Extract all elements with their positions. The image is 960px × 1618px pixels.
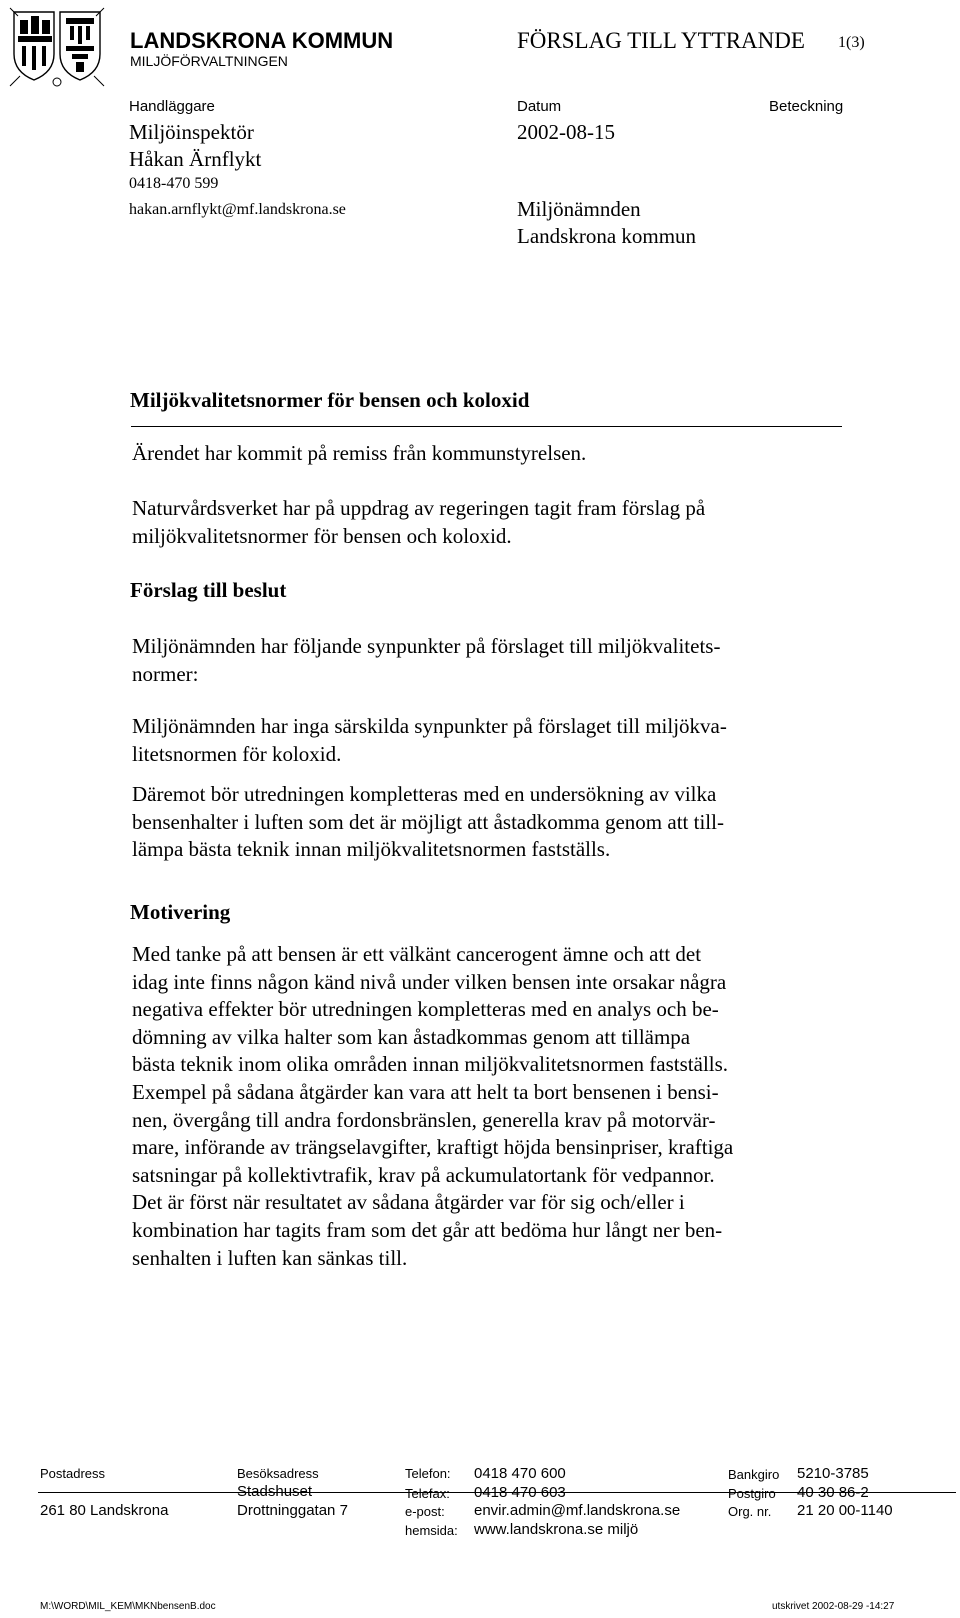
handlaggare-email: hakan.arnflykt@mf.landskrona.se xyxy=(129,201,346,218)
bankgiro-label: Bankgiro xyxy=(728,1467,780,1482)
besoksadress-line-2: Drottninggatan 7 xyxy=(237,1502,348,1519)
telefax-label: Telefax: xyxy=(405,1486,450,1501)
hemsida-label: hemsida: xyxy=(405,1523,458,1538)
document-date: 2002-08-15 xyxy=(517,120,615,144)
postgiro-value: 40 30 86-2 xyxy=(797,1484,869,1501)
text-line: dömning av vilka halter som kan åstadkommas genom att tillämpa xyxy=(132,1024,691,1049)
text-line: senhalten i luften kan sänkas till. xyxy=(132,1245,408,1270)
heading-motivering: Motivering xyxy=(130,900,231,924)
epost-label: e-post: xyxy=(405,1504,445,1519)
text-line: Med tanke på att bensen är ett välkänt cancerogent ämne och att det xyxy=(132,942,702,966)
paragraph-naturvardsverket xyxy=(132,495,852,550)
text-line: mare, införande av trängselavgifter, kraftigt höjda bensinpriser, kraftiga xyxy=(132,1135,734,1160)
orgnr-value: 21 20 00-1140 xyxy=(797,1502,893,1519)
text-line: bästa teknik inom olika områden innan miljökvalitetsnormen fastställs. xyxy=(132,1052,729,1077)
handlaggare-title: Miljöinspektör xyxy=(129,120,254,144)
epost-value: envir.admin@mf.landskrona.se xyxy=(474,1502,681,1519)
paragraph-remiss xyxy=(132,440,852,468)
handlaggare-phone: 0418-470 599 xyxy=(129,175,219,192)
text-line: bensenhalter i luften som det är möjligt att åstadkomma genom att till- xyxy=(132,809,724,834)
text-line: Det är först när resultatet av sådana åtgärder var för sig och/eller i xyxy=(132,1190,685,1215)
page-number: 1(3) xyxy=(838,34,865,51)
text-line: lämpa bästa teknik innan miljökvalitetsnormen fastställs. xyxy=(132,837,611,862)
organization-name: LANDSKRONA KOMMUN xyxy=(130,28,394,53)
municipality-coat-of-arms-logo xyxy=(8,6,106,88)
print-timestamp: utskrivet 2002-08-29 -14:27 xyxy=(772,1601,895,1612)
paragraph-motivering xyxy=(132,941,852,1272)
text-line: Exempel på sådana åtgärder kan vara att helt ta bort bensenen i bensi- xyxy=(132,1079,719,1104)
paragraph-daremot xyxy=(132,781,852,864)
text-line: miljökvalitetsnormer för bensen och koloxid. xyxy=(132,523,512,548)
datum-label: Datum xyxy=(517,98,562,115)
text-line: normer: xyxy=(132,661,199,686)
paragraph-koloxid xyxy=(132,713,852,768)
text-line: Naturvårdsverket har på uppdrag av regeringen tagit fram förslag på xyxy=(132,496,706,520)
heading-forslag-till-beslut: Förslag till beslut xyxy=(130,578,287,602)
telefax-value: 0418 470 603 xyxy=(474,1484,566,1501)
text-line: Miljönämnden har inga särskilda synpunkter på förslaget till miljökva- xyxy=(132,714,727,738)
beteckning-label: Beteckning xyxy=(769,98,844,115)
text-line: satsningar på kollektivtrafik, krav på ackumulatortank för vedpannor. xyxy=(132,1162,715,1187)
text-line: Miljönämnden har följande synpunkter på förslaget till miljökvalitets- xyxy=(132,634,721,658)
postadress-label: Postadress xyxy=(40,1466,106,1481)
recipient-line-2: Landskrona kommun xyxy=(517,224,697,248)
hemsida-value: www.landskrona.se miljö xyxy=(474,1521,639,1538)
document-type: FÖRSLAG TILL YTTRANDE xyxy=(517,28,805,53)
text-line: litetsnormen för koloxid. xyxy=(132,741,342,766)
telefon-label: Telefon: xyxy=(405,1466,451,1481)
paragraph-synpunkter xyxy=(132,633,852,688)
handlaggare-name: Håkan Ärnflykt xyxy=(129,147,262,171)
text-line: Däremot bör utredningen kompletteras med en undersökning av vilka xyxy=(132,782,717,806)
besoksadress-label: Besöksadress xyxy=(237,1466,319,1481)
text-line: Ärendet har kommit på remiss från kommunstyrelsen. xyxy=(132,441,587,465)
text-line: idag inte finns någon känd nivå under vilken bensen inte orsakar några xyxy=(132,969,727,994)
file-path: M:\WORD\MIL_KEM\MKNbensenB.doc xyxy=(40,1601,216,1612)
orgnr-label: Org. nr. xyxy=(728,1504,772,1519)
besoksadress-line-1: Stadshuset xyxy=(237,1483,313,1500)
text-line: nen, övergång till andra fordonsbränslen, generella krav på motorvär- xyxy=(132,1107,716,1132)
text-line: negativa effekter bör utredningen kompletteras med en analys och be- xyxy=(132,997,719,1022)
document-subject: Miljökvalitetsnormer för bensen och koloxid xyxy=(130,388,530,412)
postgiro-label: Postgiro xyxy=(728,1486,776,1501)
postadress-value: 261 80 Landskrona xyxy=(40,1502,169,1519)
recipient-line-1: Miljönämnden xyxy=(517,197,641,221)
telefon-value: 0418 470 600 xyxy=(474,1465,566,1482)
subject-underline xyxy=(131,426,842,427)
handlaggare-label: Handläggare xyxy=(129,98,215,115)
text-line: kombination har tagits fram som det går att bedöma hur långt ner ben- xyxy=(132,1217,723,1242)
department-name: MILJÖFÖRVALTNINGEN xyxy=(130,53,288,69)
bankgiro-value: 5210-3785 xyxy=(797,1465,869,1482)
